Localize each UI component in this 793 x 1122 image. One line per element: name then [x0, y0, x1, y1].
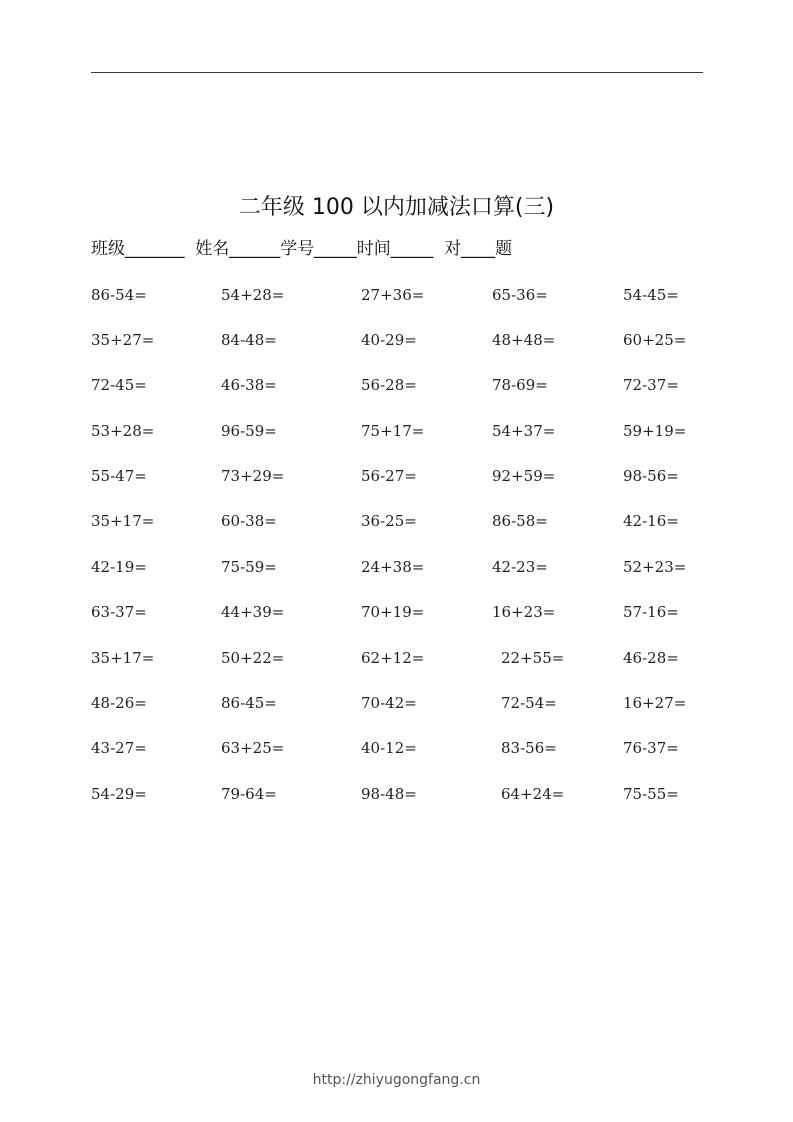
problem-item: 98-56=	[623, 467, 679, 485]
problem-item: 65-36=	[492, 286, 548, 304]
worksheet-title: 二年级 100 以内加减法口算(三)	[238, 195, 555, 220]
problem-item: 35+17=	[91, 512, 155, 530]
problem-item: 27+36=	[361, 286, 425, 304]
problem-item: 16+27=	[623, 694, 687, 712]
problem-item: 86-58=	[492, 512, 548, 530]
problem-item: 43-27=	[91, 739, 147, 757]
problem-item: 42-16=	[623, 512, 679, 530]
problem-item: 50+22=	[221, 649, 285, 667]
problem-item: 84-48=	[221, 331, 277, 349]
problem-item: 16+23=	[492, 603, 556, 621]
problem-item: 57-16=	[623, 603, 679, 621]
problem-item: 44+39=	[221, 603, 285, 621]
problem-item: 42-19=	[91, 558, 147, 576]
problem-item: 35+17=	[91, 649, 155, 667]
problem-item: 22+55=	[501, 649, 565, 667]
problem-item: 54+37=	[492, 422, 556, 440]
problem-item: 48-26=	[91, 694, 147, 712]
problem-item: 75-55=	[623, 785, 679, 803]
problem-item: 76-37=	[623, 739, 679, 757]
problem-item: 48+48=	[492, 331, 556, 349]
problem-item: 96-59=	[221, 422, 277, 440]
problem-item: 46-28=	[623, 649, 679, 667]
problem-item: 92+59=	[492, 467, 556, 485]
problem-item: 24+38=	[361, 558, 425, 576]
problem-item: 46-38=	[221, 376, 277, 394]
problem-item: 40-12=	[361, 739, 417, 757]
problem-item: 83-56=	[501, 739, 557, 757]
problem-item: 63-37=	[91, 603, 147, 621]
problem-item: 86-45=	[221, 694, 277, 712]
problem-item: 73+29=	[221, 467, 285, 485]
problem-item: 35+27=	[91, 331, 155, 349]
problem-item: 56-27=	[361, 467, 417, 485]
problem-item: 72-54=	[501, 694, 557, 712]
problem-item: 36-25=	[361, 512, 417, 530]
footer-url: http://zhiyugongfang.cn	[312, 1072, 481, 1088]
problem-item: 70+19=	[361, 603, 425, 621]
problem-item: 70-42=	[361, 694, 417, 712]
problem-item: 86-54=	[91, 286, 147, 304]
problem-item: 40-29=	[361, 331, 417, 349]
problem-item: 75-59=	[221, 558, 277, 576]
problem-item: 56-28=	[361, 376, 417, 394]
problem-item: 63+25=	[221, 739, 285, 757]
problem-item: 62+12=	[361, 649, 425, 667]
problem-item: 53+28=	[91, 422, 155, 440]
problem-item: 79-64=	[221, 785, 277, 803]
problem-item: 72-37=	[623, 376, 679, 394]
problem-item: 42-23=	[492, 558, 548, 576]
problem-item: 72-45=	[91, 376, 147, 394]
problem-item: 60+25=	[623, 331, 687, 349]
problem-item: 54-29=	[91, 785, 147, 803]
problem-item: 52+23=	[623, 558, 687, 576]
problem-item: 60-38=	[221, 512, 277, 530]
student-info-line: 班级_______ 姓名______学号_____时间_____ 对____题	[91, 239, 513, 259]
problem-item: 54-45=	[623, 286, 679, 304]
problem-item: 54+28=	[221, 286, 285, 304]
problem-item: 55-47=	[91, 467, 147, 485]
problem-item: 64+24=	[501, 785, 565, 803]
problem-item: 59+19=	[623, 422, 687, 440]
problem-item: 78-69=	[492, 376, 548, 394]
problem-item: 98-48=	[361, 785, 417, 803]
problem-item: 75+17=	[361, 422, 425, 440]
